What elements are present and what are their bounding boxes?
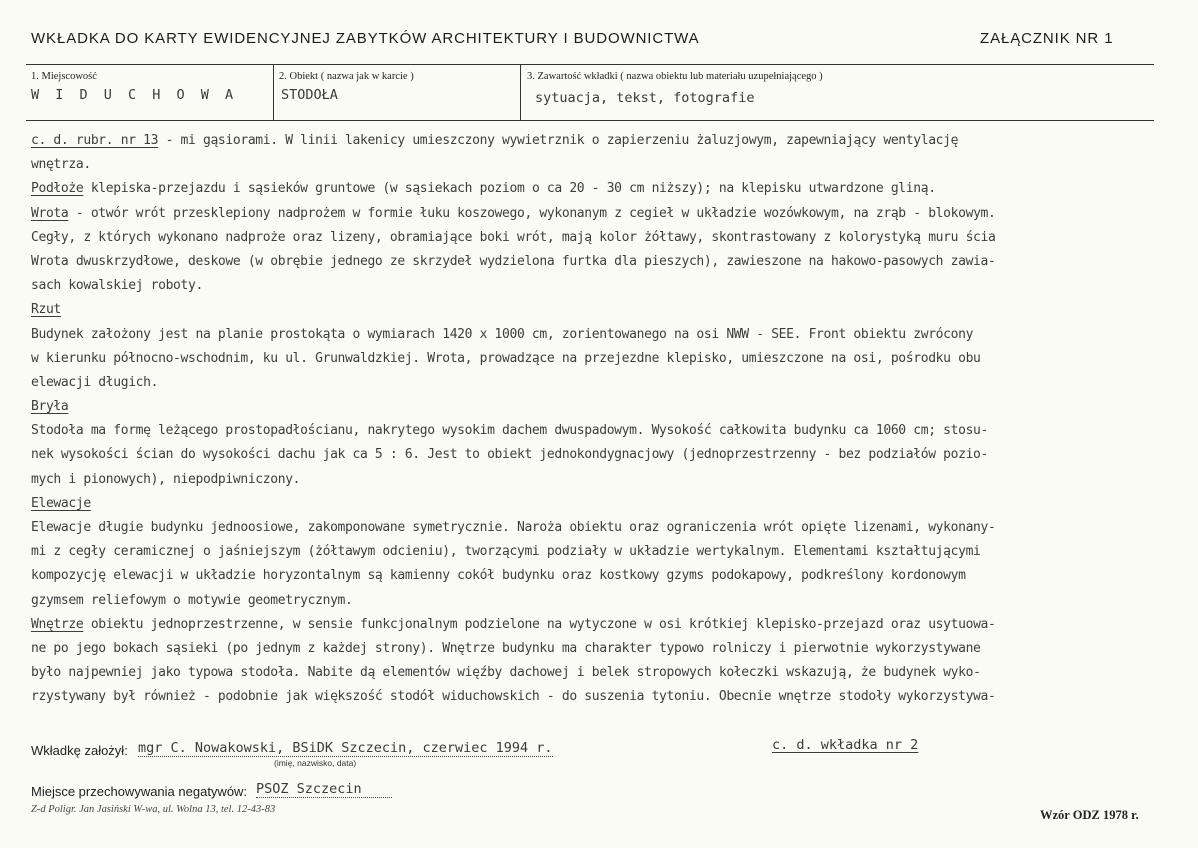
body-line	[31, 419, 1181, 443]
author-note: (imię, nazwisko, data)	[274, 758, 357, 768]
body-text-segment: Cegły, z których wykonano nadproże oraz lizeny, obramiające boki wrót, mają kolor żółtawy, skontrastowany z kolorystyką muru ścia	[31, 229, 996, 245]
body-line	[31, 226, 1181, 250]
location-value: W I D U C H O W A	[31, 87, 238, 103]
table-bottom-rule	[26, 120, 1154, 121]
body-text-segment: mi z cegły ceramicznej o jaśniejszym (żółtawym odcieniu), tworzącymi podziały w układzie wertykalnym. Elementami kształtującymi	[31, 544, 981, 560]
section-heading: Bryła	[31, 399, 69, 415]
object-value: STODOŁA	[281, 87, 338, 103]
table-divider-1	[273, 64, 274, 120]
body-text-segment: Wrota dwuskrzydłowe, deskowe (w obrębie jednego ze skrzydeł wydzielona furtka dla pieszych), zawieszone na hakowo-pasowych zawia-	[31, 253, 996, 269]
body-line	[31, 540, 1181, 564]
storage-value: PSOZ Szczecin	[256, 781, 392, 798]
section-heading: Rzut	[31, 302, 61, 318]
printer-imprint: Z-d Poligr. Jan Jasiński W-wa, ul. Wolna 13, tel. 12-43-83	[31, 804, 276, 815]
section-heading: Wrota	[31, 205, 69, 221]
body-line	[31, 613, 1181, 637]
body-line	[31, 564, 1181, 588]
body-line	[31, 177, 1181, 201]
body-text-segment: - mi gąsiorami. W linii lakenicy umieszczony wywietrznik o zapierzeniu żaluzjowym, zapewniający wentylację	[158, 133, 959, 148]
table-top-rule	[26, 64, 1154, 65]
body-line	[31, 274, 1181, 298]
contents-value: sytuacja, tekst, fotografie	[535, 90, 755, 106]
contents-label: 3. Zawartość wkładki ( nazwa obiektu lub materiału uzupełniającego )	[527, 71, 823, 82]
body-text-segment: gzymsem reliefowym o motywie geometrycznym.	[31, 592, 353, 608]
body-line	[31, 250, 1181, 274]
body-line	[31, 661, 1181, 685]
author-value: mgr C. Nowakowski, BSiDK Szczecin, czerwiec 1994 r.	[138, 740, 553, 756]
body-line	[31, 202, 1181, 226]
author-label: Wkładkę założył:	[31, 743, 128, 758]
body-text-segment: Elewacje długie budynku jednoosiowe, zakomponowane symetrycznie. Naroża obiektu oraz ograniczenia wrót opięte lizenami, wykonany-	[31, 520, 996, 535]
body-text-segment: nek wysokości ścian do wysokości dachu jak ca 5 : 6. Jest to obiekt jednokondygnacjowy (jednoprzestrzenny - bez podziałów pozio-	[31, 447, 989, 463]
body-text-segment: obiektu jednoprzestrzenne, w sensie funkcjonalnym podzielone na wytyczone w osi krótkiej klepisko-przejazd oraz usytuowa-	[83, 616, 996, 632]
document-title: WKŁADKA DO KARTY EWIDENCYJNEJ ZABYTKÓW ARCHITEKTURY I BUDOWNICTWA	[31, 30, 700, 47]
body-line	[31, 637, 1181, 661]
body-line	[31, 371, 1181, 395]
storage-label: Miejsce przechowywania negatywów:	[31, 784, 248, 799]
body-line	[31, 516, 1181, 540]
body-text-segment: w kierunku północno-wschodnim, ku ul. Grunwaldzkiej. Wrota, prowadzące na przejezdne klepisko, umieszczone na osi, pośrodku obu	[31, 350, 981, 366]
body-line	[31, 298, 1181, 322]
body-line	[31, 129, 1181, 153]
body-line	[31, 323, 1181, 347]
body-line	[31, 589, 1181, 613]
section-heading: c. d. rubr. nr 13	[31, 133, 159, 148]
body-text-segment: ne po jego bokach sąsieki (po jednym z każdej strony). Wnętrze budynku ma charakter typowo rolniczy i pierwotnie wykorzystywane	[31, 640, 981, 656]
body-text-segment: Stodoła ma formę leżącego prostopadłościanu, nakrytego wysokim dachem dwuspadowym. Wysokość całkowita budynku ca 1060 cm; stosu-	[31, 423, 989, 439]
section-heading: Elewacje	[31, 495, 91, 511]
table-divider-2	[520, 64, 521, 120]
location-label: 1. Miejscowość	[31, 71, 97, 82]
body-text-segment: Budynek założony jest na planie prostokąta o wymiarach 1420 x 1000 cm, zorientowanego na osi NWW - SEE. Front obiektu zwrócony	[31, 326, 974, 342]
body-text-segment: elewacji długich.	[31, 374, 159, 390]
body-text-segment: - otwór wrót przesklepiony nadprożem w formie łuku koszowego, wykonanym z cegieł w układzie wozówkowym, na zrąb - blokowym.	[68, 205, 996, 221]
body-text-segment: sach kowalskiej roboty.	[31, 278, 203, 294]
body-text-segment: rzystywany był również - podobnie jak większość stodół widuchowskich - do suszenia tytoniu. Obecnie wnętrze stodoły wykorzystywa-	[31, 689, 996, 705]
body-text-segment: klepiska-przejazdu i sąsieków gruntowe (w sąsiekach poziom o ca 20 - 30 cm niższy); na klepisku utwardzone gliną.	[83, 181, 936, 197]
description-body	[31, 129, 1181, 710]
section-heading: Wnętrze	[31, 616, 84, 632]
body-line	[31, 395, 1181, 419]
continuation-note: c. d. wkładka nr 2	[772, 737, 919, 753]
object-label: 2. Obiekt ( nazwa jak w karcie )	[279, 71, 414, 82]
body-text-segment: wnętrza.	[31, 157, 91, 173]
body-line	[31, 685, 1181, 709]
annex-number: ZAŁĄCZNIK NR 1	[980, 30, 1114, 47]
body-line	[31, 153, 1181, 177]
body-line	[31, 492, 1181, 516]
form-model: Wzór ODZ 1978 r.	[1040, 808, 1139, 822]
body-line	[31, 443, 1181, 467]
body-text-segment: mych i pionowych), niepodpiwniczony.	[31, 471, 301, 487]
section-heading: Podłoże	[31, 181, 84, 197]
body-line	[31, 347, 1181, 371]
body-text-segment: kompozycję elewacji w układzie horyzontalnym są kamienny cokół budynku oraz kostkowy gzyms podokapowy, podkreślony kordonowym	[31, 568, 966, 584]
body-text-segment: było najpewniej jako typowa stodoła. Nabite dą elementów więźby dachowej i belek stropowych kołeczki wskazują, że budynek wyko-	[31, 665, 981, 681]
body-line	[31, 468, 1181, 492]
